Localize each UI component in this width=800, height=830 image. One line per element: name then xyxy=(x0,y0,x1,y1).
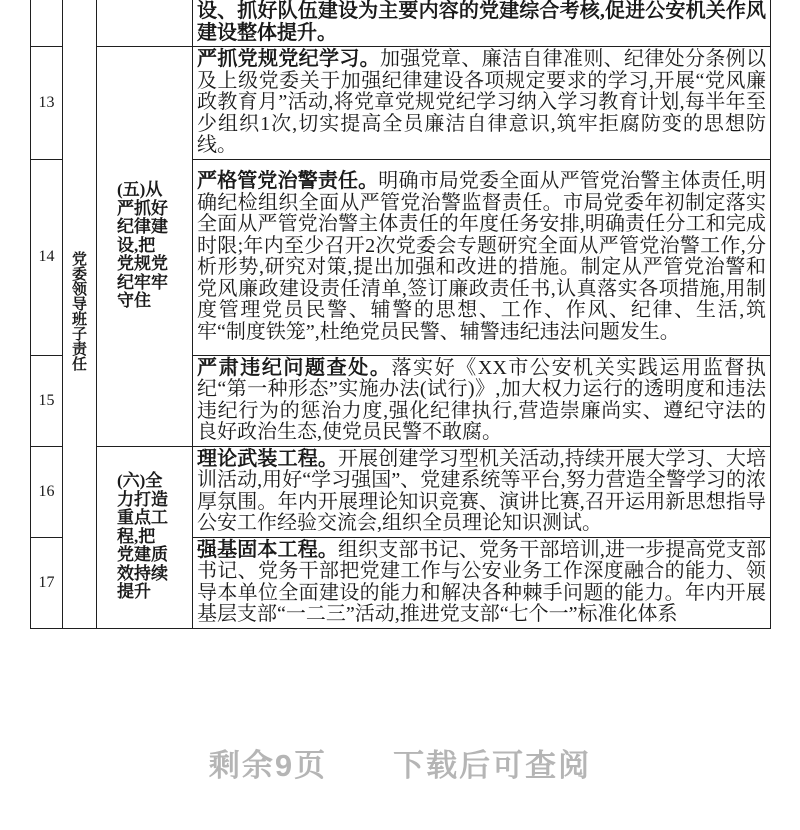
task-content-cell xyxy=(193,355,771,446)
group-label-key-projects: (六)全力打造重点工程,把党建质效持续提升 xyxy=(117,471,168,601)
party-building-assessment-table xyxy=(30,0,771,629)
task-content-cell xyxy=(193,446,771,537)
task-body: 明确市局党委全面从严管党治警主体责任,明确纪检组织全面从严管党治警监督责任。市局党委年初制定落实全面从严管党治警主体责任的年度任务安排,明确责任分工和完成时限;年内至少召开2次党委会专题研究全面从严管党治警工作,分析形势,研究对策,提出加强和改进的措施。制定从严管党治警和党风廉政建设责任清单,签订廉政责任书,认真落实各项措施,用制度管理党员民警、辅警的思想、工作、作风、纪律、生活,筑牢“制度铁笼”,杜绝党员民警、辅警违纪违法问题发生。 xyxy=(197,170,767,343)
group-label-discipline: (五)从严抓好纪律建设,把党规党纪牢牢守住 xyxy=(117,180,168,311)
task-body: 开展创建学习型机关活动,持续开展大学习、大培训活动,用好“学习强国”、党建系统等平台,努力营造全警学习的浓厚氛围。年内开展理论知识竞赛、演讲比赛,召开运用新思想指导公安工作经验交流会,组织全员理论知识测试。 xyxy=(197,447,766,534)
pages-remaining-watermark: 剩余9页 下载后可查阅 xyxy=(208,748,592,783)
row-number: 16 xyxy=(31,446,63,537)
task-title: 严抓党规党纪学习。 xyxy=(197,48,380,70)
table-row xyxy=(31,446,771,537)
responsibility-category-cell xyxy=(63,0,97,628)
group-cell-empty xyxy=(97,0,193,47)
task-title: 严肃违纪问题查处。 xyxy=(197,356,392,379)
task-title: 严格管党治警责任。 xyxy=(197,170,379,192)
task-content-cell xyxy=(193,159,771,355)
row-number: 15 xyxy=(31,355,63,446)
task-body: 落实好《XX市公安机关实践运用监督执纪“第一种形态”实施办法(试行)》,加大权力运行的透明度和违法违纪行为的惩治力度,强化纪律执行,营造崇廉尚实、遵纪守法的良好政治生态,使党员民警不敢腐。 xyxy=(197,356,767,443)
row-number: 13 xyxy=(31,47,63,160)
responsibility-category-label: 党委领导班子责任 xyxy=(71,251,87,373)
task-title: 理论武装工程。 xyxy=(197,447,338,470)
task-content-cell xyxy=(193,47,771,160)
table-row-partial xyxy=(31,0,771,47)
task-body: 组织支部书记、党务干部培训,进一步提高党支部书记、党务干部把党建工作与公安业务工作深度融合的能力、领导本单位全面建设的能力和解决各种棘手问题的能力。年内开展基层支部“一二三”活动,推进党支部“七个一”标准化体系 xyxy=(197,538,766,625)
task-body: 加强党章、廉洁自律准则、纪律处分条例以及上级党委关于加强纪律建设各项规定要求的学习,开展“党风廉政教育月”活动,将党章党规党纪学习纳入学习教育计划,每半年至少组织1次,切实提高全员廉洁自律意识,筑牢拒腐防变的思想防线。 xyxy=(197,48,766,156)
table-row xyxy=(31,47,771,160)
row-number: 14 xyxy=(31,159,63,355)
task-title: 强基固本工程。 xyxy=(197,538,338,561)
task-content-cell xyxy=(193,0,771,47)
task-content-text: 设、抓好队伍建设为主要内容的党建综合考核,促进公安机关作风建设整体提升。 xyxy=(197,0,766,44)
task-content-cell xyxy=(193,537,771,628)
row-number: 17 xyxy=(31,537,63,628)
group-cell-discipline xyxy=(97,47,193,447)
row-number-cell-empty xyxy=(31,0,63,47)
group-cell-key-projects xyxy=(97,446,193,628)
